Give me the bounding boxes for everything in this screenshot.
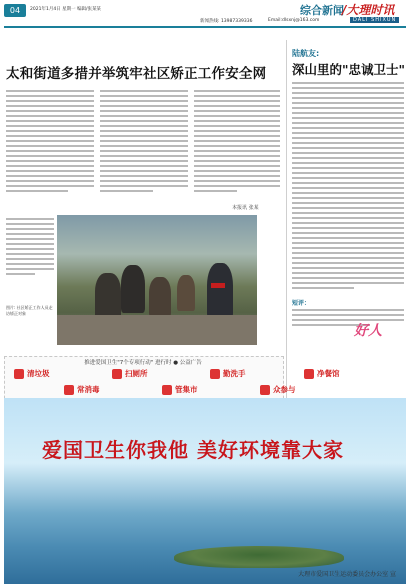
newspaper-brand-sub: DALI SHIXUN: [350, 17, 399, 23]
header-rule: [4, 26, 406, 28]
market-icon: [162, 385, 172, 395]
ad-item-disinfect: 常消毒: [60, 384, 104, 396]
news-hotline: 新闻热线: 13987339336: [200, 19, 253, 24]
article-column-3: [194, 90, 280, 192]
photo-caption: 图片: 社区矫正工作人员走访矫正对象: [6, 305, 53, 316]
ad-item-clean-restaurant: 净餐馆: [300, 368, 344, 380]
good-person-logo: 好人: [354, 323, 382, 339]
commentary-head: 短评：: [292, 300, 311, 307]
broom-icon: [112, 369, 122, 379]
ad-title: 推进爱国卫生"7个专项行动" 进行时 ● 公益广告: [84, 360, 202, 366]
article-byline: 本报讯 张某: [232, 205, 259, 211]
newspaper-brand: /大理时讯: [342, 3, 395, 17]
banner-slogan: 爱国卫生你我他 美好环境靠大家: [42, 438, 344, 462]
date-line: 2021年1月4日 星期一 编辑/张某某: [30, 7, 102, 12]
feature-subtitle: 陆航友:: [292, 49, 320, 58]
ad-item-wash-hands: 勤洗手: [206, 368, 250, 380]
article-column-1: [6, 90, 94, 192]
feature-body: [292, 82, 404, 289]
feature-title: 深山里的"忠诚卫士": [292, 62, 406, 77]
news-email: Email:dlsxnj@163.com: [268, 18, 320, 23]
island-shape: [174, 546, 344, 568]
main-article-title: 太和街道多措并举筑牢社区矫正工作安全网: [6, 66, 267, 82]
section-title: 综合新闻: [300, 4, 344, 17]
photo-caption-lines: [6, 218, 54, 275]
ad-banner: [4, 398, 406, 584]
article-photo: [57, 215, 257, 345]
hand-wash-icon: [210, 369, 220, 379]
ad-item-participate: 众参与: [256, 384, 300, 396]
page-number: 04: [4, 4, 26, 17]
ad-item-clean-toilet: 扫厕所: [108, 368, 152, 380]
spray-icon: [64, 385, 74, 395]
banner-sponsor: 大理市爱国卫生运动委员会办公室 宣: [298, 571, 396, 578]
trash-icon: [14, 369, 24, 379]
ad-item-clean-garbage: 清垃圾: [10, 368, 54, 380]
people-icon: [260, 385, 270, 395]
restaurant-icon: [304, 369, 314, 379]
ad-item-manage-market: 管集市: [158, 384, 202, 396]
article-column-2: [100, 90, 188, 192]
